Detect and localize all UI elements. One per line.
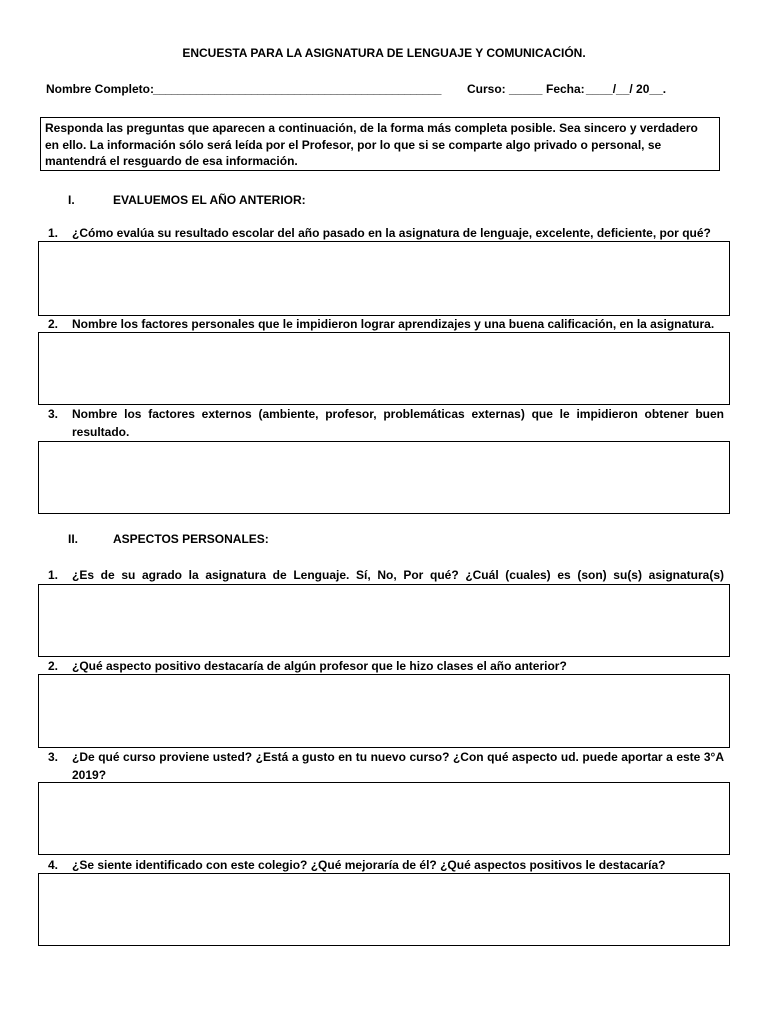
question-number: 4.: [48, 858, 59, 872]
question-item: [48, 748, 724, 784]
answer-box[interactable]: [38, 332, 730, 405]
name-field[interactable]: _______________________________________________: [153, 82, 441, 96]
question-item: [48, 405, 724, 441]
page-title: ENCUESTA PARA LA ASIGNATURA DE LENGUAJE Y COMUNICACIÓN.: [182, 46, 586, 60]
fecha-label: Fecha:: [546, 82, 585, 96]
question-text: ¿Qué aspecto positivo destacaría de algún profesor que le hizo clases el año anterior?: [72, 659, 567, 673]
question-item: [48, 856, 724, 874]
answer-box[interactable]: [38, 241, 730, 316]
answer-box[interactable]: [38, 873, 730, 946]
question-text: Nombre los factores personales que le impidieron lograr aprendizajes y una buena calificación, en la asignatura.: [72, 317, 715, 331]
question-number: 2.: [48, 659, 59, 673]
section-heading: EVALUEMOS EL AÑO ANTERIOR:: [113, 193, 306, 207]
question-number: 3.: [48, 750, 59, 764]
question-text: ¿De qué curso proviene usted? ¿Está a gusto en tu nuevo curso? ¿Con qué aspecto ud. puede aportar a este 3°A 2019?: [72, 750, 724, 782]
answer-box[interactable]: [38, 441, 730, 514]
question-item: [48, 315, 724, 333]
question-text: ¿Se siente identificado con este colegio? ¿Qué mejoraría de él? ¿Qué aspectos positivos le destacaría?: [72, 858, 666, 872]
curso-label: Curso:: [467, 82, 506, 96]
question-text: ¿Es de su agrado la asignatura de Lenguaje. Sí, No, Por qué? ¿Cuál (cuales) es (son) su(s) asignatura(s): [72, 568, 724, 582]
fecha-field[interactable]: ____/__/ 20__.: [586, 82, 667, 96]
instructions-box: Responda las preguntas que aparecen a continuación, de la forma más completa posible. Sea sincero y verdadero en ello. La información sólo será leída por el Profesor, por lo que si se comparte algo privado o personal, se mantendrá el resguardo de esa información.: [40, 117, 720, 171]
answer-box[interactable]: [38, 584, 730, 657]
question-item: [48, 657, 724, 675]
question-text: ¿Cómo evalúa su resultado escolar del año pasado en la asignatura de lenguaje, excelente, deficiente, por qué?: [72, 226, 711, 240]
curso-field[interactable]: _____: [509, 82, 543, 96]
name-label: Nombre Completo:: [46, 82, 154, 96]
section-heading: ASPECTOS PERSONALES:: [113, 532, 269, 546]
answer-box[interactable]: [38, 674, 730, 748]
question-item: [48, 224, 724, 242]
question-number: 2.: [48, 317, 59, 331]
question-number: 1.: [48, 568, 59, 582]
question-text: Nombre los factores externos (ambiente, profesor, problemáticas externas) que le impidieron obtener buen resultado.: [72, 407, 724, 439]
answer-box[interactable]: [38, 782, 730, 855]
question-number: 1.: [48, 226, 59, 240]
section-numeral: II.: [68, 532, 79, 546]
section-numeral: I.: [68, 193, 75, 207]
question-number: 3.: [48, 407, 59, 421]
